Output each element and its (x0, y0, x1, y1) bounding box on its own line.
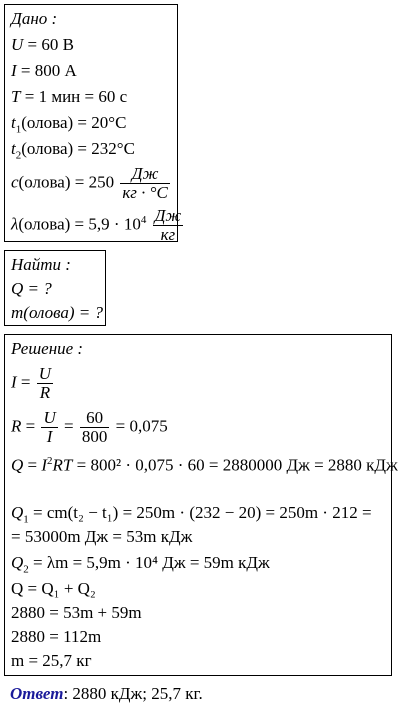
solution-box (4, 334, 398, 676)
resistance-calc: R = $\frac{U}{I}$ = $\frac{60}{800}$ = 0,075 (11, 408, 168, 446)
equation-1: 2880 = 53m + 59m (11, 603, 142, 622)
given-latent-heat: λ(олова) = $5,9 \cdot 10^4$ $\frac{Дж}{кг}$ (11, 206, 182, 244)
given-voltage: U = 60 В (11, 35, 74, 54)
given-box (4, 4, 182, 244)
given-t2: $t_2(олова) = 232^\circ С$ (11, 139, 135, 162)
find-m: m(олова) = ? (11, 303, 104, 322)
heat-q1-calc: $Q_1 = cm(t_2 - t_1) = 250m \cdot (232 - 20) = 250m \cdot 212$ = (11, 503, 372, 526)
equation-3: m = 25,7 кг (11, 651, 92, 670)
solution-title: Решение : (11, 339, 84, 358)
ohm-law: I = $\frac{U}{R}$ (11, 364, 52, 402)
find-box (4, 250, 106, 326)
find-title: Найти : (11, 255, 71, 274)
heat-total-calc: $Q = I^2RT = 800^2 \cdot 0,075 \cdot 60 = 2880000$ Дж = 2880 кДж (11, 455, 398, 475)
given-heat-capacity: c(олова) = 250 $\frac{Дж}{кг \cdot ^\circ С}$ (11, 164, 168, 202)
given-title: Дано : (11, 9, 58, 28)
heat-q2-calc: $Q_2 = \lambda m = 5,9m \cdot 10^4$ Дж = 59m кДж (11, 553, 270, 576)
find-q: Q = ? (11, 279, 52, 298)
heat-q1-result: = 53000m Дж = 53m кДж (11, 527, 193, 546)
given-t1: $t_1(олова) = 20^\circ С$ (11, 113, 127, 136)
answer-label: Ответ (10, 684, 64, 703)
heat-sum: Q = Q₁ + Q₂ (11, 579, 96, 598)
answer-line (10, 684, 203, 704)
equation-2: 2880 = 112m (11, 627, 102, 646)
given-time: T = 1 мин = 60 с (11, 87, 128, 106)
answer-text: : 2880 кДж; 25,7 кг. (63, 684, 203, 703)
given-current: I = 800 А (11, 61, 77, 80)
